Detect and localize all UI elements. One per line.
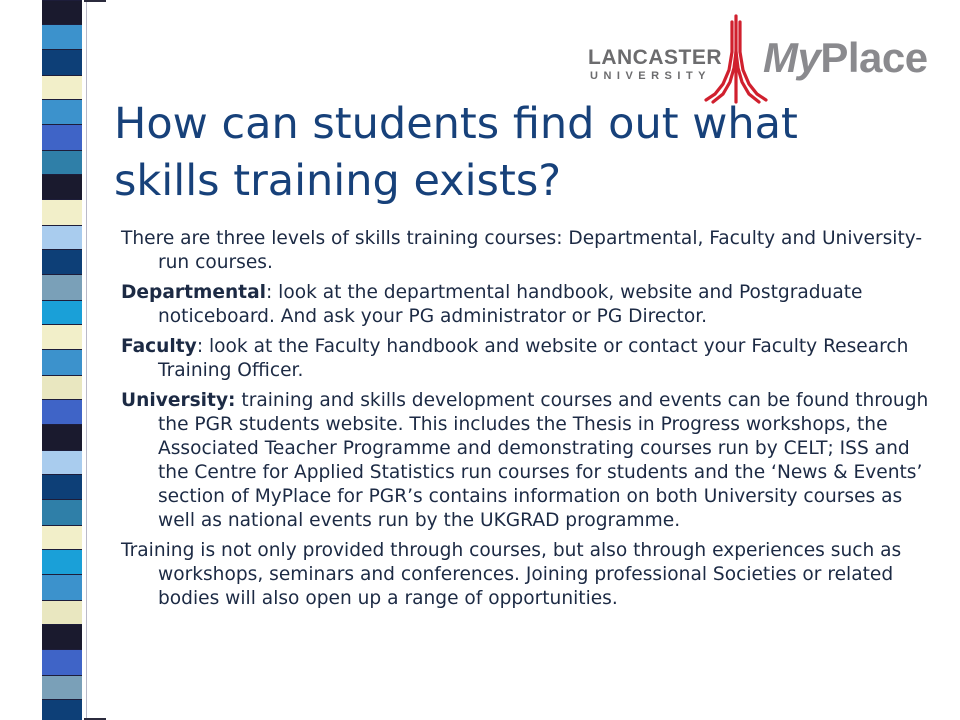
body-paragraph-university	[121, 389, 941, 533]
body-paragraph-departmental	[121, 281, 941, 329]
stripe-segment	[42, 274, 82, 300]
stripe-segment	[42, 399, 82, 424]
paragraph-lead: Faculty	[121, 336, 197, 357]
stripe-segment	[42, 300, 82, 324]
decorative-stripe	[0, 0, 110, 720]
stripe-segment	[42, 99, 82, 124]
stripe-segment	[42, 499, 82, 525]
body-paragraph-intro	[121, 227, 941, 275]
stripe-segment	[42, 199, 82, 225]
paragraph-lead: University:	[121, 390, 236, 411]
paragraph-text: : look at the departmental handbook, website and Postgraduate noticeboard. And ask your PG administrator or PG Director.	[158, 282, 863, 327]
stripe-guide-line	[86, 0, 87, 720]
stripe-segment	[42, 24, 82, 49]
logo-university-text: UNIVERSITY	[590, 70, 712, 82]
body-paragraph-training	[121, 539, 941, 611]
logo-my: My	[763, 34, 821, 81]
stripe-segment	[42, 150, 82, 174]
stripe-segment	[42, 574, 82, 600]
stripe-segment	[42, 525, 82, 549]
stripe-segment	[42, 549, 82, 574]
logo-place: Place	[820, 34, 928, 81]
lancaster-emblem-icon	[703, 12, 769, 104]
slide-title: How can students find out what skills training exists?	[114, 99, 798, 206]
stripe-segment	[42, 49, 82, 75]
logo-lancaster-text: LANCASTER	[588, 46, 722, 69]
stripe-segment	[42, 600, 82, 624]
stripe-tick	[84, 0, 106, 2]
stripe-segment	[42, 474, 82, 499]
paragraph-text: Training is not only provided through courses, but also through experiences such as workshops, seminars and conferences. Joining professional Societies or related bodies will also open up a range of opportunities.	[121, 540, 902, 609]
stripe-column	[42, 0, 82, 720]
paragraph-lead: Departmental	[121, 282, 266, 303]
paragraph-text: : look at the Faculty handbook and website or contact your Faculty Research Training Officer.	[158, 336, 909, 381]
lancaster-myplace-logo	[585, 12, 955, 107]
stripe-segment	[42, 624, 82, 649]
stripe-segment	[42, 450, 82, 474]
stripe-segment	[42, 324, 82, 349]
stripe-segment	[42, 0, 82, 24]
slide-body	[121, 227, 941, 617]
paragraph-text: training and skills development courses and events can be found through the PGR students website. This includes the Thesis in Progress workshops, the Associated Teacher Programme and demonstrating courses run by CELT; ISS and the Centre for Applied Statistics run courses for students and the ‘News & Events’ section of MyPlace for PGR’s contains information on both University courses as well as national events run by the UKGRAD programme.	[158, 390, 929, 531]
logo-myplace-text	[763, 34, 928, 82]
stripe-segment	[42, 249, 82, 274]
stripe-segment	[42, 225, 82, 249]
stripe-segment	[42, 675, 82, 699]
stripe-segment	[42, 649, 82, 675]
stripe-segment	[42, 699, 82, 720]
stripe-segment	[42, 349, 82, 375]
stripe-segment	[42, 375, 82, 399]
stripe-segment	[42, 174, 82, 199]
stripe-segment	[42, 424, 82, 450]
stripe-segment	[42, 124, 82, 150]
body-paragraph-faculty	[121, 335, 941, 383]
stripe-segment	[42, 75, 82, 99]
paragraph-text: There are three levels of skills training courses: Departmental, Faculty and University-run courses.	[121, 228, 923, 273]
